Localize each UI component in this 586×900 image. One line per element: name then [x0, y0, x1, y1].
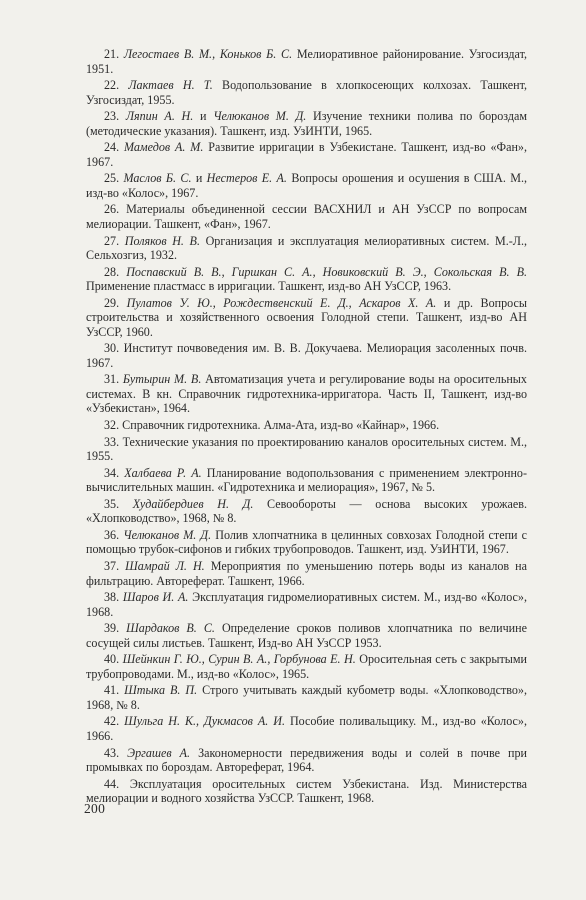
reference-entry — [86, 714, 527, 743]
reference-author: Маслов Б. С. — [123, 171, 192, 186]
reference-entry — [86, 418, 527, 433]
reference-author: Штыка В. П. — [124, 683, 198, 698]
reference-number: 41. — [104, 683, 120, 698]
reference-entry — [86, 435, 527, 464]
reference-author: Бутырин М. В. — [122, 372, 202, 387]
reference-entry — [86, 590, 527, 619]
reference-list — [86, 47, 527, 808]
reference-number: 25. — [104, 171, 120, 186]
reference-text: Технические указания по проектированию каналов оросительных систем. М., 1955. — [86, 434, 527, 464]
reference-conjunction: и — [200, 109, 207, 124]
reference-number: 34. — [104, 465, 120, 480]
reference-author: Легостаев В. М., Коньков Б. С. — [123, 47, 293, 61]
reference-text: Применение пластмасс в ирригации. Ташкент, изд-во АН УзССР, 1963. — [86, 279, 452, 294]
reference-author: Шульга Н. К., Дукмасов А. И. — [124, 714, 285, 729]
reference-entry — [86, 746, 527, 775]
reference-number: 33. — [104, 434, 120, 449]
reference-author: Нестеров Е. А. — [206, 171, 287, 186]
reference-text: Мелиоративное районирование. Узгосиздат, 1951. — [86, 47, 527, 76]
reference-number: 22. — [104, 78, 120, 93]
reference-text: Изучение техники полива по бороздам (методические указания). Ташкент, изд. УзИНТИ, 1965. — [86, 109, 528, 138]
reference-entry — [86, 372, 527, 416]
reference-number: 37. — [104, 559, 120, 573]
reference-entry — [86, 652, 527, 681]
reference-entry — [86, 202, 527, 231]
reference-author: Челюканов М. Д. — [213, 109, 307, 124]
reference-text: Планирование водопользования с применением электронно-вычислительных машин. «Гидротехника и мелиорация», 1967, № 5. — [86, 465, 527, 495]
reference-text: Определение сроков поливов хлопчатника по величине сосущей силы листьев. Ташкент, Изд-во АН УзССР 1953. — [86, 621, 527, 650]
reference-entry — [86, 296, 527, 340]
reference-text: Развитие ирригации в Узбекистане. Ташкент, изд-во «Фан», 1967. — [86, 140, 527, 169]
reference-number: 38. — [104, 590, 120, 605]
reference-text: Эксплуатация гидромелиоративных систем. М., изд-во «Колос», 1968. — [86, 590, 527, 619]
reference-conjunction: и — [195, 171, 203, 186]
reference-number: 44. — [104, 776, 120, 791]
reference-entry — [86, 777, 527, 806]
reference-entry — [86, 78, 527, 107]
reference-text: Водопользование в хлопкосеющих колхозах. Ташкент, Узгосиздат, 1955. — [86, 78, 527, 107]
reference-author: Шамрай Л. Н. — [125, 559, 205, 573]
reference-text: Справочник гидротехника. Алма-Ата, изд-во «Кайнар», 1966. — [122, 418, 440, 433]
reference-entry — [86, 497, 527, 526]
reference-number: 28. — [104, 264, 120, 279]
reference-author: Мамедов А. М. — [123, 140, 204, 155]
reference-entry — [86, 528, 527, 557]
reference-entry — [86, 621, 527, 650]
reference-author: Поспавский В. В., Гиршкан С. А., Новиковский В. Э., Сокольская В. В. — [126, 264, 527, 279]
reference-number: 42. — [104, 714, 120, 729]
reference-author: Эргашев А. — [127, 745, 191, 760]
reference-entry — [86, 171, 527, 200]
reference-number: 40. — [104, 652, 120, 667]
reference-number: 36. — [104, 527, 120, 542]
reference-number: 23. — [104, 109, 120, 124]
reference-text: Закономерности передвижения воды и солей в почве при промывках по бороздам. Автореферат, 1964. — [86, 745, 528, 775]
reference-text: Организация и эксплуатация мелиоративных систем. М.-Л., Сельхозгиз, 1932. — [86, 233, 528, 263]
reference-text: Полив хлопчатника в целинных совхозах Голодной степи с помощью трубок-сифонов и гибких трубопроводов. Ташкент, изд. УзИНТИ, 1967. — [86, 527, 527, 557]
reference-number: 21. — [104, 47, 120, 61]
reference-text: Севообороты — основа высоких урожаев. «Хлопководство», 1968, № 8. — [86, 496, 527, 526]
reference-text: Эксплуатация оросительных систем Узбекистана. Изд. Министерства мелиорации и водного хозяйства УзССР. Ташкент, 1968. — [86, 776, 527, 806]
reference-entry — [86, 559, 527, 588]
reference-text: Вопросы орошения и осушения в США. М., изд-во «Колос», 1967. — [86, 171, 527, 200]
reference-text: Институт почвоведения им. В. В. Докучаева. Мелиорация засоленных почв. 1967. — [86, 341, 527, 370]
reference-text: Строго учитывать каждый кубометр воды. «Хлопководство», 1968, № 8. — [86, 683, 527, 712]
reference-text: Мероприятия по уменьшению потерь воды из каналов на фильтрацию. Автореферат. Ташкент, 1966. — [86, 559, 527, 588]
reference-author: Шейнкин Г. Ю., Сурин В. А., Горбунова Е. Н. — [122, 652, 356, 667]
reference-author: Шаров И. А. — [122, 590, 189, 605]
page-number: 200 — [84, 801, 106, 816]
reference-text: Автоматизация учета и регулирование воды на оросительных системах. В кн. Справочник гидротехника-ирригатора. Часть II, Ташкент, изд-во «Узбекистан», 1964. — [86, 372, 527, 416]
reference-text: Пособие поливальщику. М., изд-во «Колос», 1966. — [86, 714, 527, 743]
reference-text: Оросительная сеть с закрытыми трубопроводами. М., изд-во «Колос», 1965. — [86, 652, 527, 681]
reference-entry — [86, 683, 527, 712]
reference-author: Поляков Н. В. — [124, 233, 200, 248]
reference-number: 35. — [104, 496, 120, 511]
reference-number: 27. — [104, 233, 120, 248]
reference-number: 31. — [104, 372, 120, 387]
reference-author: Челюканов М. Д. — [123, 527, 212, 542]
reference-text: и др. Вопросы строительства и хозяйственного освоения Голодной степи. Ташкент, изд-во АН УзССР, 1960. — [86, 295, 527, 339]
reference-number: 24. — [104, 140, 120, 155]
reference-number: 30. — [104, 341, 120, 356]
reference-author: Лактаев Н. Т. — [128, 78, 213, 93]
reference-entry — [86, 341, 527, 370]
reference-entry — [86, 140, 527, 169]
reference-author: Шардаков В. С. — [126, 621, 215, 636]
reference-text: Материалы объединенной сессии ВАСХНИЛ и АН УзССР по вопросам мелиорации. Ташкент, «Фан», 1967. — [86, 202, 527, 231]
reference-author: Ляпин А. Н. — [125, 109, 194, 124]
reference-author: Пулатов У. Ю., Рождественский Е. Д., Аскаров Х. А. — [126, 295, 437, 310]
reference-entry — [86, 47, 527, 76]
reference-entry — [86, 109, 527, 138]
reference-number: 26. — [104, 202, 120, 217]
reference-author: Худайбердиев Н. Д. — [132, 496, 254, 511]
reference-entry — [86, 466, 527, 495]
reference-author: Халбаева Р. А. — [124, 465, 202, 480]
reference-number: 29. — [104, 295, 120, 310]
reference-number: 39. — [104, 621, 120, 636]
reference-entry — [86, 265, 527, 294]
reference-number: 32. — [104, 418, 120, 433]
reference-number: 43. — [104, 745, 120, 760]
reference-entry — [86, 234, 527, 263]
